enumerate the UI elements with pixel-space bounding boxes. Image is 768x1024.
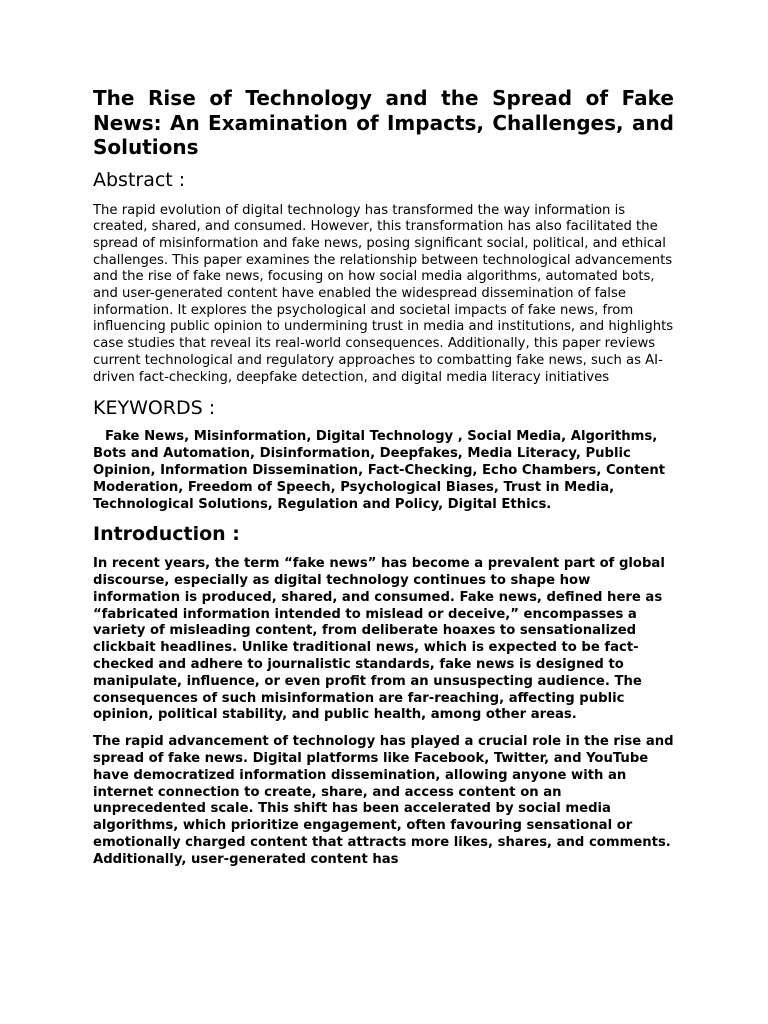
abstract-text: The rapid evolution of digital technology has transformed the way information is created, shared, and consumed. However, this transformation has also facilitated the spread of misinformation and fake news, posing significant social, political, and ethical challenges. This paper examines the relationship between technological advancements and the rise of fake news, focusing on how social media algorithms, automated bots, and user-generated content have enabled the widespread dissemination of false information. It explores the psychological and societal impacts of fake news, from influencing public opinion to undermining trust in media and institutions, and highlights case studies that reveal its real-world consequences. Additionally, this paper reviews current technological and regulatory approaches to combatting fake news, such as AI-driven fact-checking, deepfake detection, and digital media literacy initiatives bbox=[93, 202, 674, 385]
keywords-heading: KEYWORDS : bbox=[93, 397, 216, 420]
abstract-heading: Abstract : bbox=[93, 168, 186, 191]
introduction-paragraph-1: In recent years, the term “fake news” has become a prevalent part of global discourse, especially as digital technology continues to shape how information is produced, shared, and consumed. Fake news, defined here as “fabricated information intended to mislead or deceive,” encompasses a variety of misleading content, from deliberate hoaxes to sensationalized clickbait headlines. Unlike traditional news, which is expected to be fact-checked and adhere to journalistic standards, fake news is designed to manipulate, influence, or even profit from an unsuspecting audience. The consequences of such misinformation are far-reaching, affecting public opinion, political stability, and public health, among other areas. bbox=[93, 556, 665, 723]
paper-title: The Rise of Technology and the Spread of Fake News: An Examination of Impacts, Challenges, and Solutions bbox=[93, 86, 674, 159]
document-page bbox=[93, 86, 674, 879]
introduction-heading: Introduction : bbox=[93, 523, 240, 546]
introduction-paragraph-2: The rapid advancement of technology has played a crucial role in the rise and spread of fake news. Digital platforms like Facebook, Twitter, and YouTube have democratized information dissemination, allowing anyone with an internet connection to create, share, and access content on an unprecedented scale. This shift has been accelerated by social media algorithms, which prioritize engagement, often favouring sensational or emotionally charged content that attracts more likes, shares, and comments. Additionally, user-generated content has bbox=[93, 734, 674, 867]
keywords-text: Fake News, Misinformation, Digital Technology , Social Media, Algorithms, Bots and Automation, Disinformation, Deepfakes, Media Literacy, Public Opinion, Information Dissemination, Fact-Checking, Echo Chambers, Content Moderation, Freedom of Speech, Psychological Biases, Trust in Media, Technological Solutions, Regulation and Policy, Digital Ethics. bbox=[93, 429, 666, 513]
